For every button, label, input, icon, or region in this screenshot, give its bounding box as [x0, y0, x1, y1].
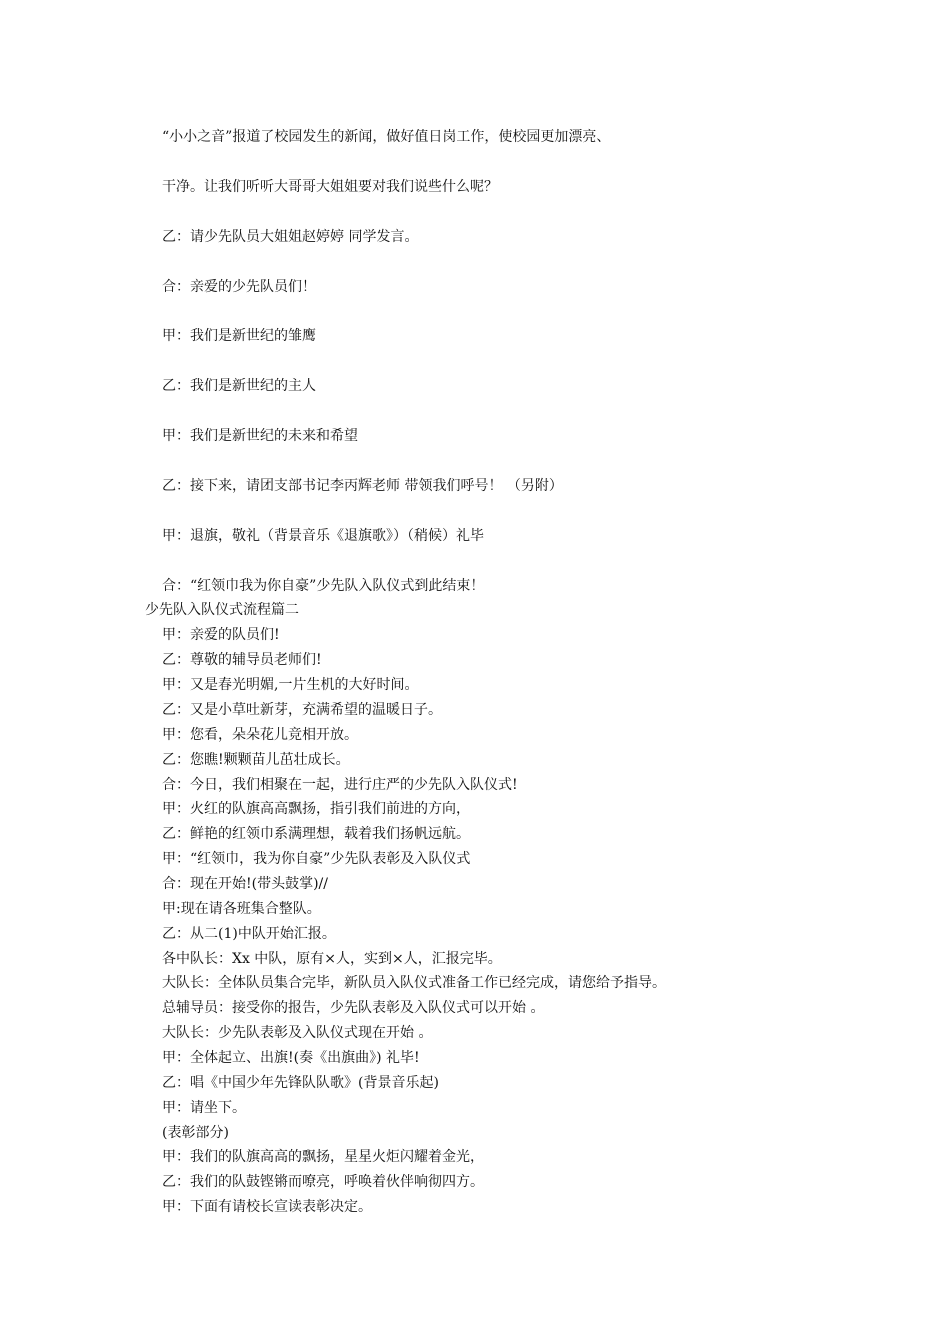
text-line: 总辅导员：接受你的报告，少先队表彰及入队仪式可以开始 。 — [162, 1000, 545, 1016]
text-line: 乙：尊敬的辅导员老师们! — [162, 652, 322, 668]
text-line: 乙：从二(1)中队开始汇报。 — [162, 926, 336, 942]
text-line: 乙：又是小草吐新芽，充满希望的温暖日子。 — [162, 702, 442, 718]
text-line: 干净。让我们听听大哥哥大姐姐要对我们说些什么呢？ — [162, 179, 498, 195]
text-line: 乙：鲜艳的红领巾系满理想，载着我们扬帆远航。 — [162, 826, 470, 842]
text-line: 甲：我们的队旗高高的飘扬，星星火炬闪耀着金光， — [162, 1149, 484, 1165]
text-line: 甲:现在请各班集合整队。 — [162, 901, 321, 917]
text-line: 甲：下面有请校长宣读表彰决定。 — [162, 1199, 372, 1215]
text-line: 甲：您看，朵朵花儿竞相开放。 — [162, 727, 358, 743]
text-line: 甲：火红的队旗高高飘扬，指引我们前进的方向， — [162, 801, 470, 817]
text-line: 甲：又是春光明媚,一片生机的大好时间。 — [162, 677, 419, 693]
text-line: 乙：您瞧!颗颗苗儿茁壮成长。 — [162, 752, 350, 768]
text-line: 甲：退旗，敬礼（背景音乐《退旗歌》）（稍候）礼毕 — [162, 528, 484, 544]
text-line: 乙：请少先队员大姐姐赵婷婷 同学发言。 — [162, 229, 419, 245]
text-line: 甲：“红领巾，我为你自豪”少先队表彰及入队仪式 — [162, 851, 471, 867]
text-line: 甲：亲爱的队员们! — [162, 627, 280, 643]
text-line: 大队长：少先队表彰及入队仪式现在开始 。 — [162, 1025, 433, 1041]
text-line: 甲：我们是新世纪的未来和希望 — [162, 428, 358, 444]
text-line: 甲：我们是新世纪的雏鹰 — [162, 328, 316, 344]
text-line: 乙：我们的队鼓铿锵而嘹亮，呼唤着伙伴响彻四方。 — [162, 1174, 484, 1190]
text-line: 合：亲爱的少先队员们！ — [162, 279, 316, 295]
text-line: (表彰部分) — [162, 1125, 229, 1141]
text-line: 乙：我们是新世纪的主人 — [162, 378, 316, 394]
text-line: 各中队长：Xx 中队，原有×人，实到×人，汇报完毕。 — [162, 951, 502, 967]
text-line: 甲：请坐下。 — [162, 1100, 246, 1116]
text-line: 合：今日，我们相聚在一起，进行庄严的少先队入队仪式! — [162, 777, 518, 793]
text-line: 合：“红领巾我为你自豪”少先队入队仪式到此结束！ — [162, 578, 485, 594]
section-heading: 少先队入队仪式流程篇二 — [145, 602, 299, 618]
text-line: 乙：唱《中国少年先锋队队歌》(背景音乐起) — [162, 1075, 439, 1091]
text-line: 乙：接下来，请团支部书记李丙辉老师 带领我们呼号！ （另附） — [162, 478, 563, 494]
text-line: 甲：全体起立、出旗!(奏《出旗曲》) 礼毕! — [162, 1050, 420, 1066]
text-line: 大队长：全体队员集合完毕，新队员入队仪式准备工作已经完成，请您给予指导。 — [162, 975, 666, 991]
text-line: “小小之音”报道了校园发生的新闻，做好值日岗工作，使校园更加漂亮、 — [162, 129, 611, 145]
text-line: 合：现在开始!(带头鼓掌)// — [162, 876, 328, 892]
